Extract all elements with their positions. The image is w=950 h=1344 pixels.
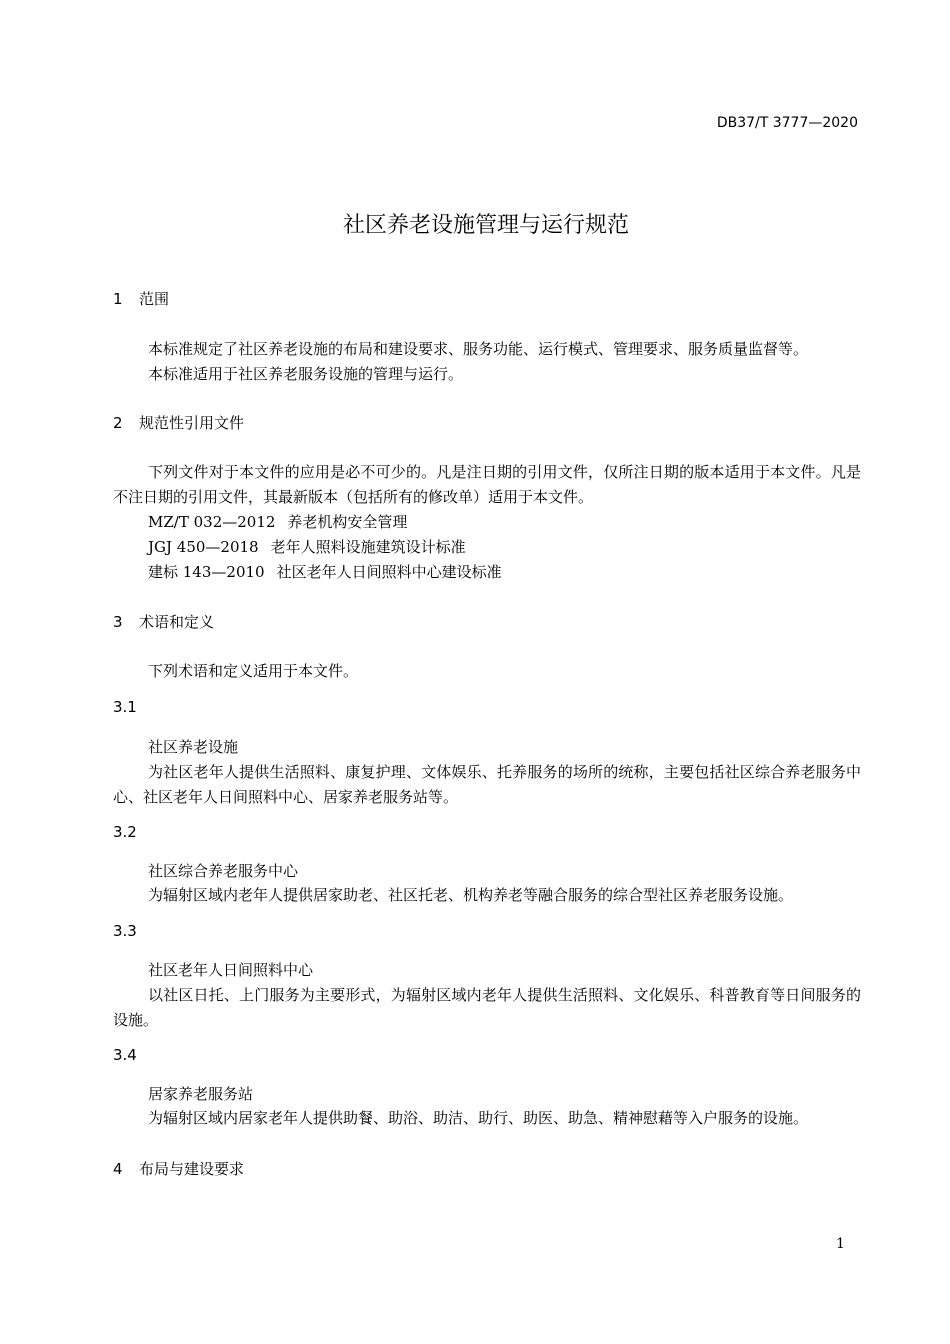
- term-definition: 为辐射区域内老年人提供居家助老、社区托老、机构养老等融合服务的综合型社区养老服务设施。: [148, 886, 794, 904]
- section-title: 范围: [139, 290, 170, 308]
- reference-item: [148, 536, 466, 557]
- term-number: 3.4: [113, 1046, 137, 1064]
- term-number: 3.3: [113, 922, 137, 940]
- section-heading-scope: [113, 288, 169, 309]
- term-name: 居家养老服务站: [148, 1085, 254, 1103]
- section-title: 布局与建设要求: [139, 1160, 245, 1178]
- reference-item: [148, 561, 502, 582]
- reference-code: MZ/T 032—2012: [148, 513, 276, 531]
- section-number: 4: [113, 1160, 123, 1178]
- term-number: 3.1: [113, 698, 137, 716]
- scope-paragraph-2: 本标准适用于社区养老服务设施的管理与运行。: [148, 365, 464, 383]
- section-number: 2: [113, 414, 123, 432]
- document-title: 社区养老设施管理与运行规范: [342, 213, 629, 238]
- term-definition: 以社区日托、上门服务为主要形式，为辐射区域内老年人提供生活照料、文化娱乐、科普教育等日间服务的设施。: [113, 986, 861, 1029]
- section-number: 1: [113, 290, 123, 308]
- reference-code: 建标 143—2010: [148, 563, 265, 581]
- reference-title: 养老机构安全管理: [287, 513, 408, 531]
- terms-intro: 下列术语和定义适用于本文件。: [148, 662, 359, 680]
- reference-code: JGJ 450—2018: [148, 538, 259, 556]
- term-name: 社区养老设施: [148, 738, 239, 756]
- term-definition: 为辐射区域内居家老年人提供助餐、助浴、助洁、助行、助医、助急、精神慰藉等入户服务的设施。: [148, 1109, 809, 1127]
- term-name: 社区老年人日间照料中心: [148, 961, 314, 979]
- section-heading-terms: [113, 611, 214, 632]
- section-number: 3: [113, 613, 123, 631]
- term-definition: 为社区老年人提供生活照料、康复护理、文体娱乐、托养服务的场所的统称，主要包括社区综合养老服务中心、社区老年人日间照料中心、居家养老服务站等。: [113, 763, 861, 806]
- scope-paragraph-1: 本标准规定了社区养老设施的布局和建设要求、服务功能、运行模式、管理要求、服务质量监督等。: [148, 340, 809, 358]
- section-title: 术语和定义: [139, 613, 215, 631]
- term-name: 社区综合养老服务中心: [148, 862, 299, 880]
- section-title: 规范性引用文件: [139, 414, 245, 432]
- reference-item: [148, 511, 407, 532]
- reference-title: 社区老年人日间照料中心建设标准: [276, 563, 502, 581]
- page-number: 1: [836, 1236, 845, 1252]
- references-intro: 下列文件对于本文件的应用是必不可少的。凡是注日期的引用文件，仅所注日期的版本适用于本文件。凡是不注日期的引用文件，其最新版本（包括所有的修改单）适用于本文件。: [113, 463, 861, 506]
- reference-title: 老年人照料设施建筑设计标准: [270, 538, 466, 556]
- term-number: 3.2: [113, 823, 137, 841]
- section-heading-layout: [113, 1158, 244, 1179]
- section-heading-references: [113, 412, 244, 433]
- document-code: DB37/T 3777—2020: [716, 115, 858, 131]
